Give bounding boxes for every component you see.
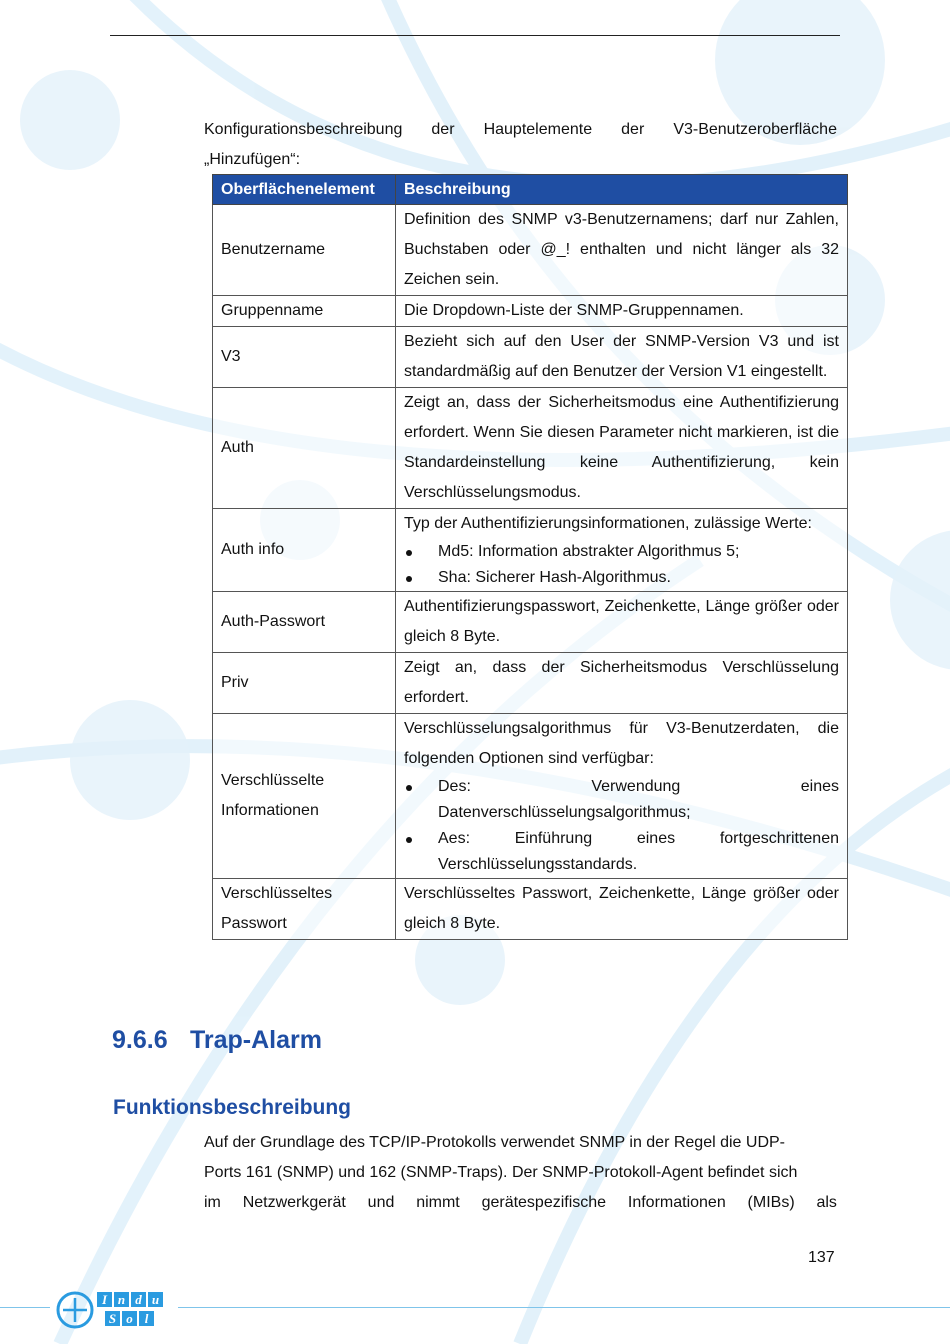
svg-text:u: u — [151, 1292, 160, 1307]
svg-text:o: o — [126, 1311, 133, 1326]
paragraph-word: und — [367, 1194, 395, 1211]
element-cell: Auth — [213, 388, 396, 509]
description-cell — [396, 714, 848, 879]
element-cell: V3 — [213, 327, 396, 388]
intro-word: Hauptelemente — [483, 121, 593, 138]
intro-text — [204, 115, 837, 175]
section-heading — [112, 1026, 322, 1055]
description-cell: Zeigt an, dass der Sicherheitsmodus eine Authentifizierung erfordert. Wenn Sie diesen Parameter nicht markieren, ist die Standardeinstellung keine Authentifizierung, kein Verschlüsselungsmodus. — [396, 388, 848, 509]
header-rule — [110, 35, 840, 36]
description-cell: Zeigt an, dass der Sicherheitsmodus Verschlüsselung erfordert. — [396, 653, 848, 714]
table-header-row — [213, 175, 848, 205]
intro-word: V3-Benutzeroberfläche — [673, 121, 837, 138]
element-cell: Verschlüsselte Informationen — [213, 714, 396, 879]
paragraph-line: Auf der Grundlage des TCP/IP-Protokolls verwendet SNMP in der Regel die UDP- — [204, 1134, 786, 1151]
paragraph-word: im — [204, 1194, 221, 1211]
table-row — [213, 205, 848, 296]
element-cell: Benutzername — [213, 205, 396, 296]
paragraph-line — [204, 1188, 837, 1218]
body-paragraph — [204, 1128, 837, 1218]
svg-text:I: I — [101, 1292, 108, 1307]
paragraph-line: Ports 161 (SNMP) und 162 (SNMP-Traps). Der SNMP-Protokoll-Agent befindet sich — [204, 1164, 798, 1181]
svg-text:d: d — [135, 1292, 142, 1307]
svg-text:S: S — [108, 1311, 117, 1326]
section-title: Trap-Alarm — [190, 1026, 322, 1054]
table-row — [213, 592, 848, 653]
bullet-list — [404, 539, 839, 591]
description-cell: Authentifizierungspasswort, Zeichenkette, Länge größer oder gleich 8 Byte. — [396, 592, 848, 653]
intro-line-2: „Hinzufügen“: — [204, 151, 301, 168]
paragraph-word: als — [816, 1194, 837, 1211]
description-cell — [396, 509, 848, 592]
svg-text:l: l — [144, 1311, 149, 1326]
table-header-cell: Beschreibung — [396, 175, 848, 205]
footer-rule-right — [178, 1307, 950, 1308]
paragraph-word: Informationen — [627, 1194, 726, 1211]
svg-text:n: n — [117, 1292, 126, 1307]
bullet-item: Aes: Einführung eines fortgeschrittenen Verschlüsselungsstandards. — [404, 826, 839, 878]
intro-word: Konfigurationsbeschreibung — [204, 121, 403, 138]
bullet-item: Md5: Information abstrakter Algorithmus 5; — [404, 539, 839, 565]
intro-word: der — [621, 121, 645, 138]
element-cell: Auth info — [213, 509, 396, 592]
section-number: 9.6.6 — [112, 1026, 168, 1054]
bullet-item: Sha: Sicherer Hash-Algorithmus. — [404, 565, 839, 591]
bullet-item: Des: Verwendung eines Datenverschlüsselungsalgorithmus; — [404, 774, 839, 826]
subsection-heading: Funktionsbeschreibung — [113, 1096, 352, 1119]
element-cell: Auth-Passwort — [213, 592, 396, 653]
description-cell: Die Dropdown-Liste der SNMP-Gruppennamen. — [396, 296, 848, 327]
indusol-logo — [55, 1289, 169, 1331]
bullet-list — [404, 774, 839, 878]
paragraph-word: Netzwerkgerät — [242, 1194, 346, 1211]
intro-word: der — [431, 121, 455, 138]
description-lead: Typ der Authentifizierungsinformationen, zulässige Werte: — [404, 515, 812, 532]
paragraph-word: nimmt — [416, 1194, 460, 1211]
element-cell: Gruppenname — [213, 296, 396, 327]
description-cell: Definition des SNMP v3-Benutzernamens; darf nur Zahlen, Buchstaben oder @_! enthalten und nicht länger als 32 Zeichen sein. — [396, 205, 848, 296]
table-row — [213, 296, 848, 327]
table-header-cell: Oberflächenelement — [213, 175, 396, 205]
table-row — [213, 653, 848, 714]
description-cell: Bezieht sich auf den User der SNMP-Version V3 und ist standardmäßig auf den Benutzer der Version V1 eingestellt. — [396, 327, 848, 388]
page-number: 137 — [808, 1249, 835, 1266]
description-cell: Verschlüsseltes Passwort, Zeichenkette, Länge größer oder gleich 8 Byte. — [396, 879, 848, 940]
table-row — [213, 388, 848, 509]
table-row — [213, 327, 848, 388]
paragraph-word: gerätespezifische — [481, 1194, 607, 1211]
description-lead: Verschlüsselungsalgorithmus für V3-Benutzerdaten, die folgenden Optionen sind verfügbar: — [404, 720, 839, 767]
table-row — [213, 879, 848, 940]
table-row — [213, 714, 848, 879]
paragraph-word: (MIBs) — [747, 1194, 795, 1211]
footer-rule-left — [0, 1307, 50, 1308]
intro-line-1 — [204, 115, 837, 145]
table-row — [213, 509, 848, 592]
element-cell: Priv — [213, 653, 396, 714]
spec-table — [212, 174, 848, 940]
element-cell: Verschlüsseltes Passwort — [213, 879, 396, 940]
